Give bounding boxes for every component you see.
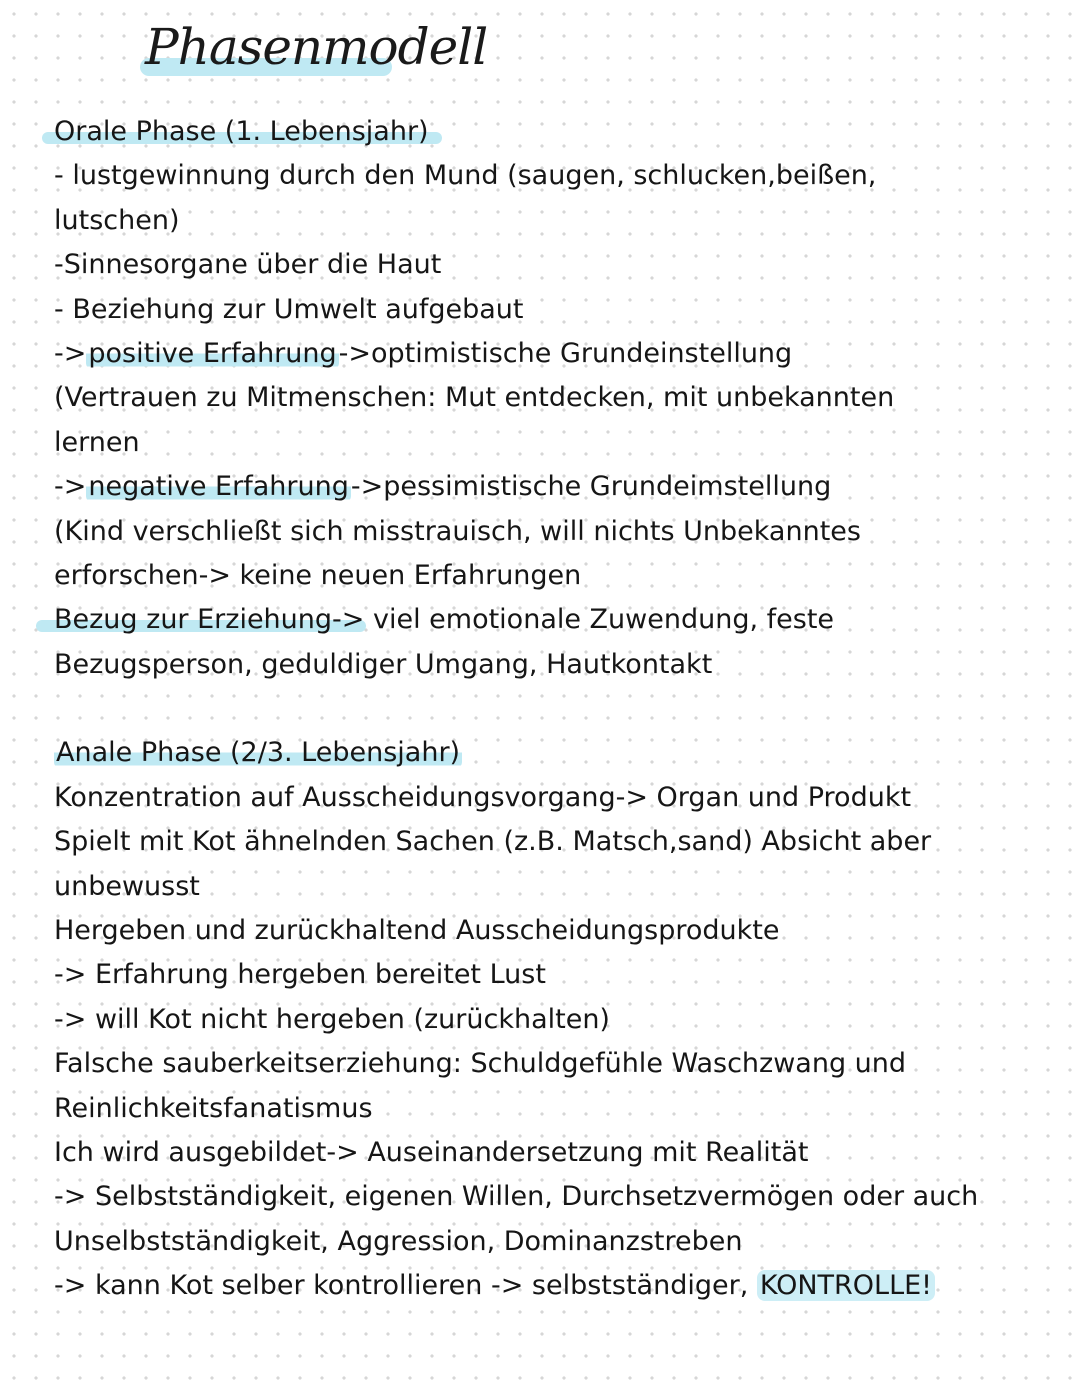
text-line: lutschen) (54, 204, 180, 236)
page-title: Phasenmodell (145, 18, 488, 76)
text-line: - lustgewinnung durch den Mund (saugen, schlucken,beißen, (54, 160, 877, 192)
text-line: lernen (54, 426, 140, 458)
text-line: -> will Kot nicht hergeben (zurückhalten) (54, 1003, 610, 1035)
text-line: erforschen-> keine neuen Erfahrungen (54, 559, 582, 591)
text-line: Hergeben und zurückhaltend Ausscheidungsprodukte (54, 915, 780, 947)
oral-heading-line (54, 110, 1054, 154)
negative-line (54, 465, 1054, 509)
text-line: Ich wird ausgebildet-> Auseinandersetzung mit Realität (54, 1136, 809, 1168)
text-line: - Beziehung zur Umwelt aufgebaut (54, 293, 524, 325)
text-line: -Sinnesorgane über die Haut (54, 249, 442, 281)
text-line: Falsche sauberkeitserziehung: Schuldgefühle Waschzwang und (54, 1048, 907, 1080)
bezug-label: Bezug zur Erziehung- (54, 604, 342, 636)
text-line: unbewusst (54, 870, 200, 902)
positive-line (54, 332, 1054, 376)
oral-heading: Orale Phase (1. Lebensjahr) (54, 116, 429, 147)
text-line: Konzentration auf Ausscheidungsvorgang-> Organ und Produkt (54, 781, 912, 813)
spacer (54, 687, 1054, 731)
kontrolle-rest: -> kann Kot selber kontrollieren -> selbstständiger, (54, 1270, 757, 1302)
kontrolle-line (54, 1264, 1054, 1308)
negative-rest: ->pessimistische Grundeimstellung (350, 471, 832, 503)
arrow-text: -> (54, 471, 87, 503)
text-line: (Kind verschließt sich misstrauisch, will nichts Unbekanntes (54, 515, 861, 547)
text-line: Reinlichkeitsfanatismus (54, 1092, 373, 1124)
text-line: -> Selbstständigkeit, eigenen Willen, Durchsetzvermögen oder auch (54, 1181, 979, 1213)
positive-rest: ->optimistische Grundeinstellung (338, 337, 793, 369)
text-line: Spielt mit Kot ähnelnden Sachen (z.B. Matsch,sand) Absicht aber (54, 826, 932, 858)
positive-highlight: positive Erfahrung (88, 337, 337, 369)
text-line: Unselbstständigkeit, Aggression, Dominanzstreben (54, 1225, 743, 1257)
anal-heading: Anale Phase (2/3. Lebensjahr) (56, 737, 461, 769)
text-line: -> Erfahrung hergeben bereitet Lust (54, 959, 546, 991)
notes-body (54, 110, 1054, 1309)
text-line: (Vertrauen zu Mitmenschen: Mut entdecken, mit unbekannten (54, 382, 895, 414)
kontrolle-highlight: KONTROLLE! (757, 1270, 935, 1301)
anal-heading-line (54, 731, 1054, 775)
bezug-rest: > viel emotionale Zuwendung, feste (341, 604, 835, 636)
negative-highlight: negative Erfahrung (88, 471, 349, 503)
arrow-text: -> (54, 337, 87, 369)
text-line: Bezugsperson, geduldiger Umgang, Hautkontakt (54, 648, 713, 680)
bezug-line (54, 598, 1054, 642)
